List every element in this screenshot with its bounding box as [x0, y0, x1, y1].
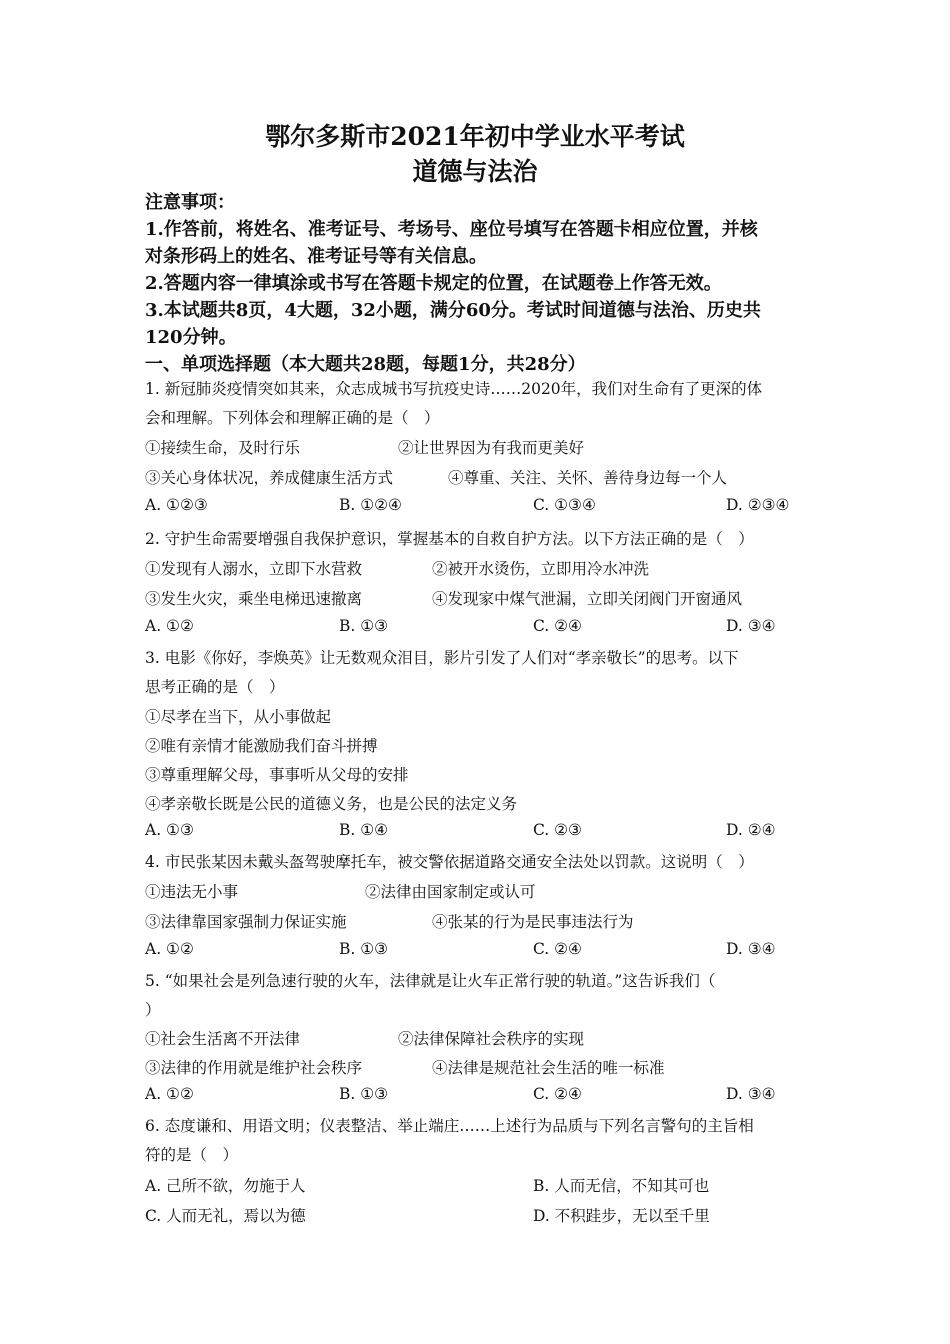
statement-4: ④尊重、关注、关怀、善待身边每一个人 [448, 469, 728, 487]
choice-a: A. ①② [145, 1085, 194, 1103]
statement-1: ①接续生命，及时行乐 [145, 439, 301, 457]
statement-2: ②唯有亲情才能激励我们奋斗拼搏 [145, 737, 378, 755]
choice-c: C. ②④ [533, 940, 582, 958]
choice-b: B. ①③ [339, 1085, 389, 1103]
section-heading: 一、单项选择题（本大题共28题，每题1分，共28分） [145, 354, 586, 375]
statement-2: ②被开水烫伤，立即用冷水冲洗 [432, 560, 650, 578]
statement-3: ③尊重理解父母，事事听从父母的安排 [145, 766, 409, 784]
exam-title: 鄂尔多斯市2021年初中学业水平考试 [265, 122, 685, 151]
notice-line: 3.本试题共8页，4大题，32小题，满分60分。考试时间道德与法治、历史共 [145, 300, 761, 321]
choice-c: C. ②④ [533, 617, 582, 635]
statement-3: ③法律的作用就是维护社会秩序 [145, 1059, 363, 1077]
statement-1: ①发现有人溺水，立即下水营救 [145, 560, 363, 578]
question-stem: 符的是（ ） [145, 1146, 239, 1164]
question-stem: ） [145, 1001, 161, 1019]
statement-4: ④张某的行为是民事违法行为 [432, 913, 634, 931]
statement-3: ③法律靠国家强制力保证实施 [145, 913, 347, 931]
choice-a: A. ①③ [145, 821, 194, 839]
statement-4: ④孝亲敬长既是公民的道德义务，也是公民的法定义务 [145, 795, 518, 813]
choice-a: A. 己所不欲，勿施于人 [145, 1177, 306, 1195]
notice-line: 对条形码上的姓名、准考证号等有关信息。 [145, 246, 487, 267]
notice-line: 2.答题内容一律填涂或书写在答题卡规定的位置，在试题卷上作答无效。 [145, 273, 722, 294]
statement-4: ④法律是规范社会生活的唯一标准 [432, 1059, 665, 1077]
choice-d: D. ③④ [726, 940, 776, 958]
question-stem: 5. “如果社会是列急速行驶的火车，法律就是让火车正常行驶的轨道。”这告诉我们（ [145, 972, 716, 990]
choice-a: A. ①② [145, 617, 194, 635]
question-stem: 思考正确的是（ ） [145, 678, 285, 696]
notice-line: 1.作答前，将姓名、准考证号、考场号、座位号填写在答题卡相应位置，并核 [145, 219, 758, 240]
statement-2: ②法律保障社会秩序的实现 [398, 1030, 585, 1048]
statement-2: ②让世界因为有我而更美好 [398, 439, 585, 457]
question-stem: 1. 新冠肺炎疫情突如其来，众志成城书写抗疫史诗……2020年，我们对生命有了更深的体 [145, 380, 763, 398]
notice-heading: 注意事项： [145, 192, 235, 213]
choice-a: A. ①② [145, 940, 194, 958]
statement-1: ①社会生活离不开法律 [145, 1030, 301, 1048]
choice-d: D. ③④ [726, 1085, 776, 1103]
choice-c: C. ①③④ [533, 496, 596, 514]
question-stem: 3. 电影《你好，李焕英》让无数观众泪目，影片引发了人们对“孝亲敬长”的思考。以下 [145, 649, 739, 667]
statement-2: ②法律由国家制定或认可 [365, 883, 536, 901]
statement-1: ①尽孝在当下，从小事做起 [145, 708, 332, 726]
question-stem: 6. 态度谦和、用语文明；仪表整洁、举止端庄……上述行为品质与下列名言警句的主旨相 [145, 1117, 754, 1135]
notice-line: 120分钟。 [145, 327, 237, 348]
choice-c: C. 人而无礼，焉以为德 [145, 1207, 306, 1225]
question-stem: 4. 市民张某因未戴头盔驾驶摩托车，被交警依据道路交通安全法处以罚款。这说明（ ） [145, 853, 754, 871]
statement-3: ③发生火灾，乘坐电梯迅速撤离 [145, 590, 363, 608]
statement-4: ④发现家中煤气泄漏，立即关闭阀门开窗通风 [432, 590, 743, 608]
choice-a: A. ①②③ [145, 496, 208, 514]
statement-3: ③关心身体状况，养成健康生活方式 [145, 469, 394, 487]
choice-b: B. ①③ [339, 940, 389, 958]
choice-d: D. 不积跬步，无以至千里 [533, 1207, 710, 1225]
choice-c: C. ②④ [533, 1085, 582, 1103]
question-stem: 会和理解。下列体会和理解正确的是（ ） [145, 409, 440, 427]
choice-b: B. ①②④ [339, 496, 402, 514]
question-stem: 2. 守护生命需要增强自我保护意识，掌握基本的自救自护方法。以下方法正确的是（ ） [145, 530, 754, 548]
subject-title: 道德与法治 [412, 157, 538, 186]
choice-d: D. ②③④ [726, 496, 790, 514]
choice-c: C. ②③ [533, 821, 582, 839]
choice-b: B. ①④ [339, 821, 389, 839]
choice-d: D. ②④ [726, 821, 776, 839]
statement-1: ①违法无小事 [145, 883, 239, 901]
choice-b: B. ①③ [339, 617, 389, 635]
choice-b: B. 人而无信，不知其可也 [533, 1177, 710, 1195]
choice-d: D. ③④ [726, 617, 776, 635]
